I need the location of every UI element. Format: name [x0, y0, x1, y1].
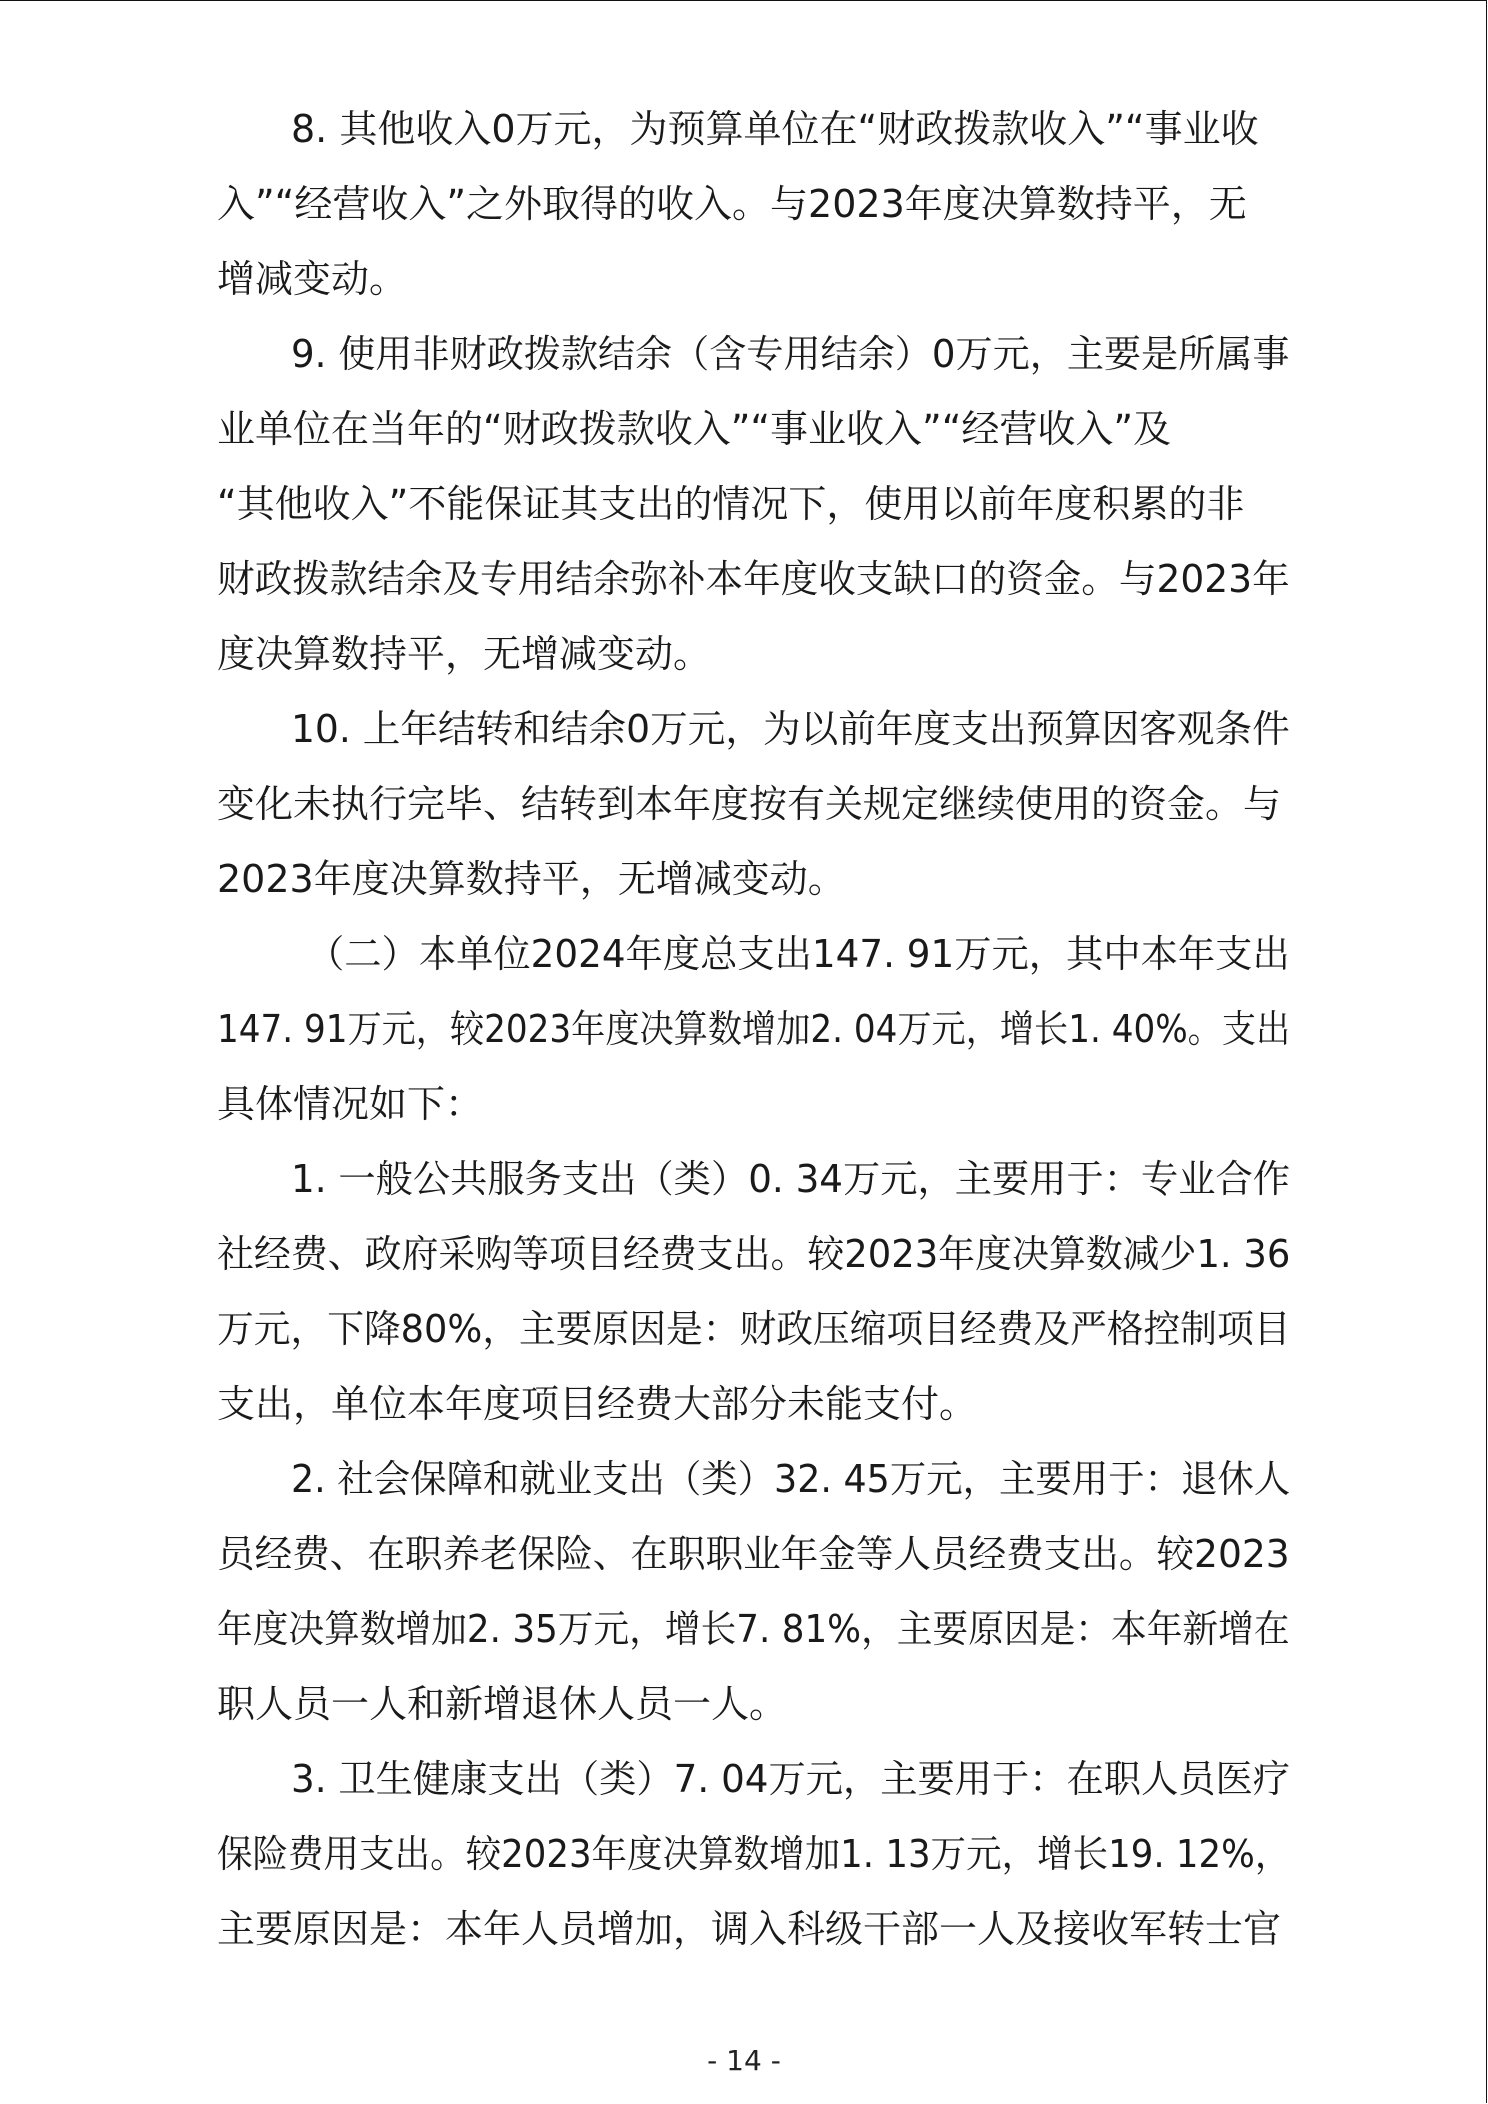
text-line: 具体情况如下：	[217, 1082, 484, 1126]
text-line: 增减变动。	[217, 257, 408, 301]
text-line: 财政拨款结余及专用结余弥补本年度收支缺口的资金。与2023年	[217, 557, 1290, 601]
text-line: 变化未执行完毕、结转到本年度按有关规定继续使用的资金。与	[217, 782, 1282, 826]
text-line: 职人员一人和新增退休人员一人。	[217, 1682, 788, 1726]
text-line: 入”“经营收入”之外取得的收入。与2023年度决算数持平，无	[217, 182, 1247, 226]
text-line: 3. 卫生健康支出（类）7. 04万元，主要用于：在职人员医疗	[291, 1757, 1291, 1801]
text-line: 10. 上年结转和结余0万元，为以前年度支出预算因客观条件	[291, 707, 1290, 751]
text-line: 社经费、政府采购等项目经费支出。较2023年度决算数减少1. 36	[217, 1232, 1291, 1276]
text-line: 8. 其他收入0万元，为预算单位在“财政拨款收入”“事业收	[291, 107, 1259, 151]
text-line: 年度决算数增加2. 35万元，增长7. 81%，主要原因是：本年新增在	[217, 1607, 1290, 1651]
page-number: - 14 -	[707, 2044, 781, 2077]
text-line: 主要原因是：本年人员增加，调入科级干部一人及接收军转士官	[217, 1907, 1282, 1951]
section-heading: （二）本单位2024年度总支出147. 91万元，其中本年支出	[307, 932, 1290, 976]
text-line: 1. 一般公共服务支出（类）0. 34万元，主要用于：专业合作	[291, 1157, 1291, 1201]
text-line: 2. 社会保障和就业支出（类）32. 45万元，主要用于：退休人	[291, 1457, 1291, 1501]
text-line: 员经费、在职养老保险、在职职业年金等人员经费支出。较2023	[217, 1532, 1290, 1576]
text-line: 业单位在当年的“财政拨款收入”“事业收入”“经营收入”及	[217, 407, 1172, 451]
text-line: 度决算数持平，无增减变动。	[217, 632, 712, 676]
text-line: 9. 使用非财政拨款结余（含专用结余）0万元，主要是所属事	[291, 332, 1290, 376]
text-line: 保险费用支出。较2023年度决算数增加1. 13万元，增长19. 12%，	[217, 1832, 1291, 1876]
text-line: 147. 91万元，较2023年度决算数增加2. 04万元，增长1. 40%。支出	[217, 1007, 1291, 1051]
text-line: 2023年度决算数持平，无增减变动。	[217, 857, 846, 901]
text-line: “其他收入”不能保证其支出的情况下，使用以前年度积累的非	[217, 482, 1245, 526]
text-line: 万元，下降80%，主要原因是：财政压缩项目经费及严格控制项目	[217, 1307, 1291, 1351]
text-line: 支出，单位本年度项目经费大部分未能支付。	[217, 1382, 978, 1426]
